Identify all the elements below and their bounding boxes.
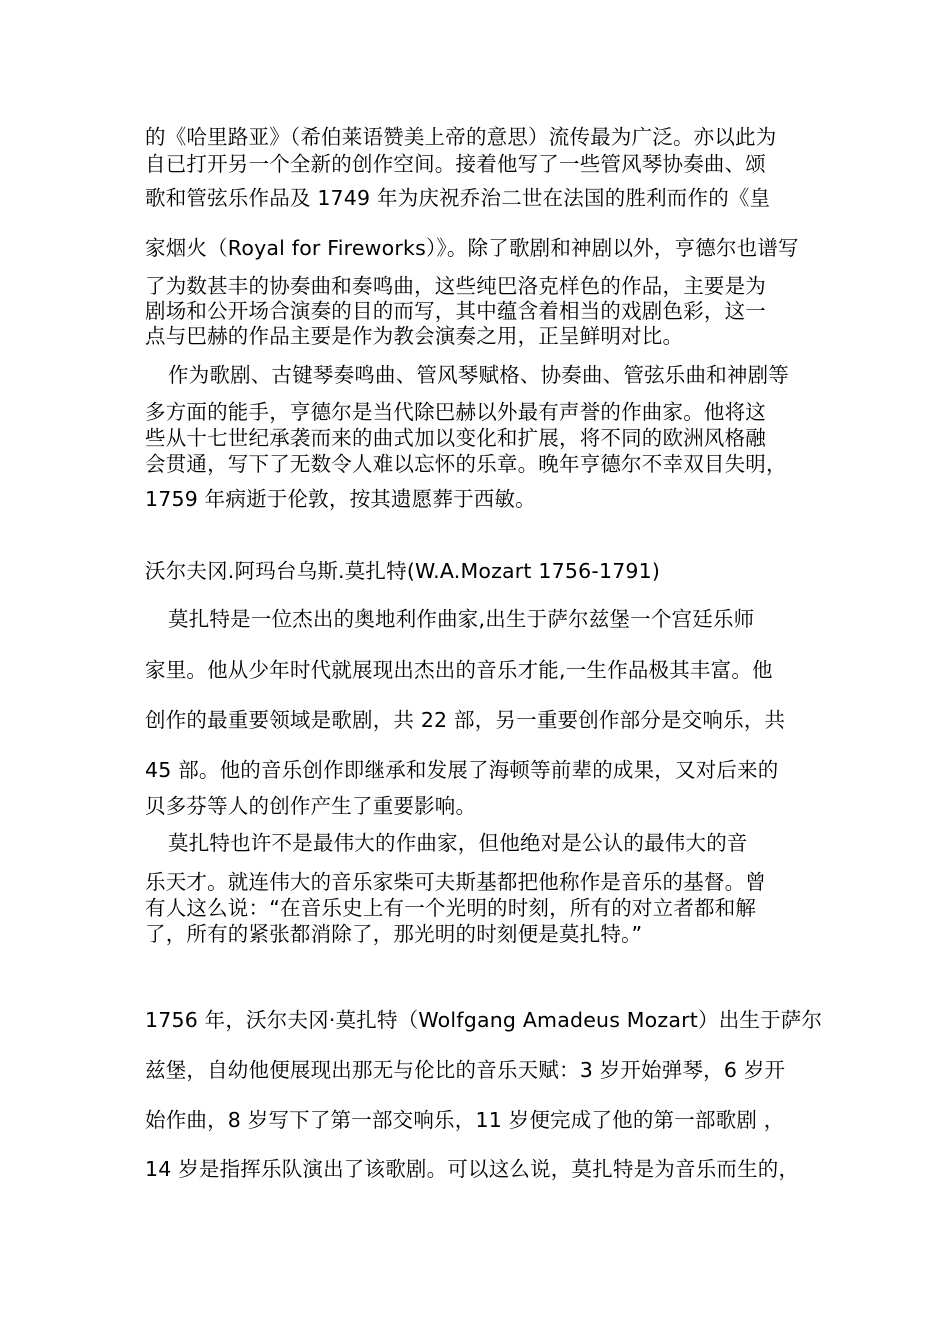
text-line: 的《哈里路亚》（希伯莱语赞美上帝的意思）流传最为广泛。亦以此为: [145, 125, 777, 149]
section-heading: 沃尔夫冈.阿玛台乌斯.莫扎特(W.A.Mozart 1756-1791): [145, 559, 661, 583]
text-line: 歌和管弦乐作品及 1749 年为庆祝乔治二世在法国的胜利而作的《皇: [145, 186, 771, 210]
text-line: 有人这么说：“在音乐史上有一个光明的时刻，所有的对立者都和解: [145, 896, 757, 920]
text-line: 多方面的能手，亨德尔是当代除巴赫以外最有声誉的作曲家。他将这: [145, 400, 766, 424]
text-line: 莫扎特是一位杰出的奥地利作曲家,出生于萨尔兹堡一个宫廷乐师: [168, 607, 755, 631]
text-line: 些从十七世纪承袭而来的曲式加以变化和扩展，将不同的欧洲风格融: [145, 426, 766, 450]
text-line: 家烟火（Royal for Fireworks）》。除了歌剧和神剧以外，亨德尔也谱写: [145, 236, 799, 260]
text-line: 1756 年，沃尔夫冈·莫扎特（Wolfgang Amadeus Mozart）出生于萨尔: [145, 1008, 823, 1032]
text-line: 剧场和公开场合演奏的目的而写，其中蕴含着相当的戏剧色彩，这一: [145, 299, 766, 323]
text-line: 兹堡，自幼他便展现出那无与伦比的音乐天赋：3 岁开始弹琴，6 岁开: [145, 1058, 786, 1082]
text-line: 会贯通，写下了无数令人难以忘怀的乐章。晚年亨德尔不幸双目失明，: [145, 452, 787, 476]
text-line: 自已打开另一个全新的创作空间。接着他写了一些管风琴协奏曲、颂: [145, 152, 766, 176]
text-line: 家里。他从少年时代就展现出杰出的音乐才能,一生作品极其丰富。他: [145, 658, 773, 682]
text-line: 1759 年病逝于伦敦，按其遗愿葬于西敏。: [145, 487, 536, 511]
text-line: 45 部。他的音乐创作即继承和发展了海顿等前辈的成果，又对后来的: [145, 758, 779, 782]
text-line: 乐天才。就连伟大的音乐家柴可夫斯基都把他称作是音乐的基督。曾: [145, 870, 766, 894]
text-line: 作为歌剧、古键琴奏鸣曲、管风琴赋格、协奏曲、管弦乐曲和神剧等: [168, 363, 789, 387]
text-line: 了为数甚丰的协奏曲和奏鸣曲，这些纯巴洛克样色的作品，主要是为: [145, 274, 766, 298]
text-line: 创作的最重要领域是歌剧，共 22 部，另一重要创作部分是交响乐，共: [145, 708, 786, 732]
text-line: 贝多芬等人的创作产生了重要影响。: [145, 794, 477, 818]
text-line: 始作曲，8 岁写下了第一部交响乐，11 岁便完成了他的第一部歌剧 ，: [145, 1108, 785, 1132]
text-line: 点与巴赫的作品主要是作为教会演奏之用，正呈鲜明对比。: [145, 324, 684, 348]
text-line: 莫扎特也许不是最伟大的作曲家，但他绝对是公认的最伟大的音: [168, 831, 748, 855]
text-line: 14 岁是指挥乐队演出了该歌剧。可以这么说，莫扎特是为音乐而生的，: [145, 1157, 800, 1181]
text-line: 了，所有的紧张都消除了，那光明的时刻便是莫扎特。”: [145, 922, 643, 946]
